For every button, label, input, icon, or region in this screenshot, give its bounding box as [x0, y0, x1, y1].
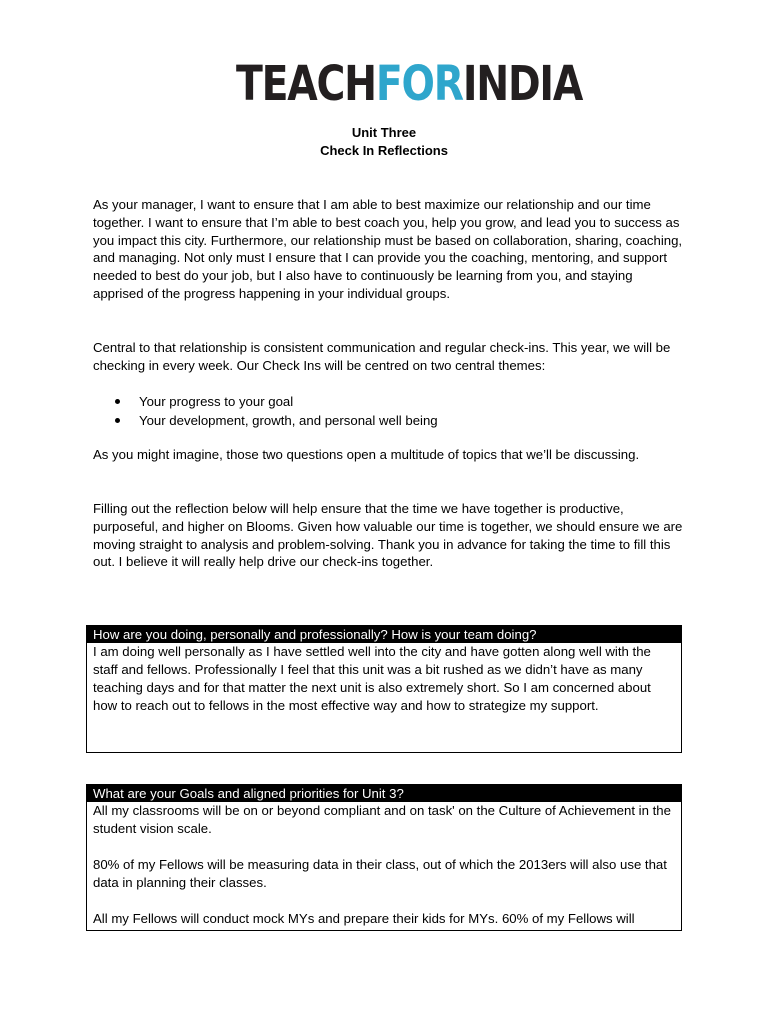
- intro-paragraph-1: [93, 196, 683, 303]
- answer-text-area[interactable]: [87, 643, 681, 715]
- answer-text: 80% of my Fellows will be measuring data in their class, out of which the 2013ers will also use that data in planning their classes.: [93, 857, 667, 890]
- paragraph-text: Filling out the reflection below will help ensure that the time we have together is productive, purposeful, and higher on Blooms. Given how valuable our time is together, we should ensure we are moving straight to analysis and problem-solving. Thank you in advance for taking the time to fill this out. I believe it will really help drive our check-ins together.: [93, 501, 683, 570]
- list-item: [93, 411, 683, 430]
- logo-teach: TEACH: [236, 56, 376, 112]
- bullet-icon: [115, 418, 120, 423]
- intro-paragraph-2: [93, 339, 683, 375]
- list-item: [93, 392, 683, 411]
- paragraph-text: Central to that relationship is consistent communication and regular check-ins. This year, we will be checking in every week. Our Check Ins will be centred on two central themes:: [93, 340, 671, 373]
- themes-list: [93, 392, 683, 430]
- logo-for: FOR: [375, 56, 463, 112]
- list-item-text: Your progress to your goal: [139, 394, 294, 409]
- teach-for-india-logo: [236, 56, 583, 112]
- answer-text: All my classrooms will be on or beyond compliant and on task' on the Culture of Achievement in the student vision scale.: [93, 803, 671, 836]
- intro-paragraph-3: [93, 446, 683, 464]
- paragraph-text: As you might imagine, those two questions open a multitude of topics that we’ll be discussing.: [93, 447, 640, 462]
- reflection-box-goals: [86, 784, 682, 931]
- question-header: How are you doing, personally and professionally? How is your team doing?: [87, 626, 681, 643]
- answer-text: All my Fellows will conduct mock MYs and prepare their kids for MYs. 60% of my Fellows will: [93, 911, 635, 926]
- reflection-box-wellbeing: [86, 625, 682, 753]
- document-header: [0, 124, 768, 160]
- answer-text: I am doing well personally as I have settled well into the city and have gotten along well with the staff and fellows. Professionally I feel that this unit was a bit rushed as we didn’t have as many teaching days and for that matter the next unit is also extremely short. So I am concerned about how to reach out to fellows in the most effective way and how to strategize my support.: [93, 644, 651, 713]
- intro-paragraph-4: [93, 500, 683, 571]
- answer-text-area[interactable]: [87, 802, 681, 928]
- question-header: What are your Goals and aligned priorities for Unit 3?: [87, 785, 681, 802]
- paragraph-text: As your manager, I want to ensure that I am able to best maximize our relationship and our time together. I want to ensure that I’m able to best coach you, help you grow, and lead you to success as you impact this city. Furthermore, our relationship must be based on collaboration, sharing, coaching, and managing. Not only must I ensure that I can provide you the coaching, mentoring, and support needed to best do your job, but I also have to continuously be learning from you, and staying apprised of the progress happening in your individual groups.: [93, 197, 683, 301]
- bullet-icon: [115, 399, 120, 404]
- list-item-text: Your development, growth, and personal well being: [139, 413, 438, 428]
- unit-title: Unit Three: [351, 125, 417, 140]
- logo-india: INDIA: [462, 56, 583, 112]
- document-title: Check In Reflections: [320, 143, 448, 158]
